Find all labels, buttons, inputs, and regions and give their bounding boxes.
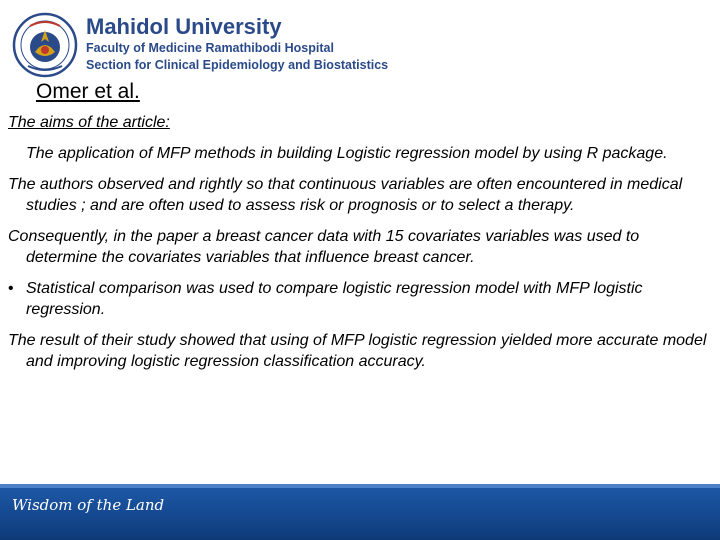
aims-label: The aims of the article:	[8, 114, 170, 131]
university-name: Mahidol University	[86, 14, 282, 39]
footer-logo-text: Wisdom of the Land	[12, 496, 165, 514]
footer-stripe	[0, 484, 720, 488]
bullet-dot-icon: •	[8, 280, 14, 297]
bullet-statistical-comparison: Statistical comparison was used to compare logistic regression model with MFP logistic regression.	[26, 280, 643, 318]
slide-body	[8, 112, 708, 372]
slide-title: Omer et al.	[36, 80, 140, 103]
aims-text: The application of MFP methods in building Logistic regression model by using R package.	[26, 145, 668, 162]
university-seal-icon	[12, 12, 78, 78]
footer-bar	[0, 484, 720, 540]
header-banner	[0, 0, 720, 80]
faculty-name: Faculty of Medicine Ramathibodi Hospital	[86, 41, 334, 55]
bullet-item	[8, 278, 708, 320]
section-name: Section for Clinical Epidemiology and Biostatistics	[86, 58, 389, 72]
paragraph-authors-observed: The authors observed and rightly so that continuous variables are often encountered in medical studies ; and are often used to assess risk or prognosis or to select a therapy.	[8, 176, 683, 214]
paragraph-breast-cancer-data: Consequently, in the paper a breast cancer data with 15 covariates variables was used to determine the covariates variables that influence breast cancer.	[8, 228, 640, 266]
paragraph-study-result: The result of their study showed that using of MFP logistic regression yielded more accurate model and improving logistic regression classification accuracy.	[8, 332, 707, 370]
